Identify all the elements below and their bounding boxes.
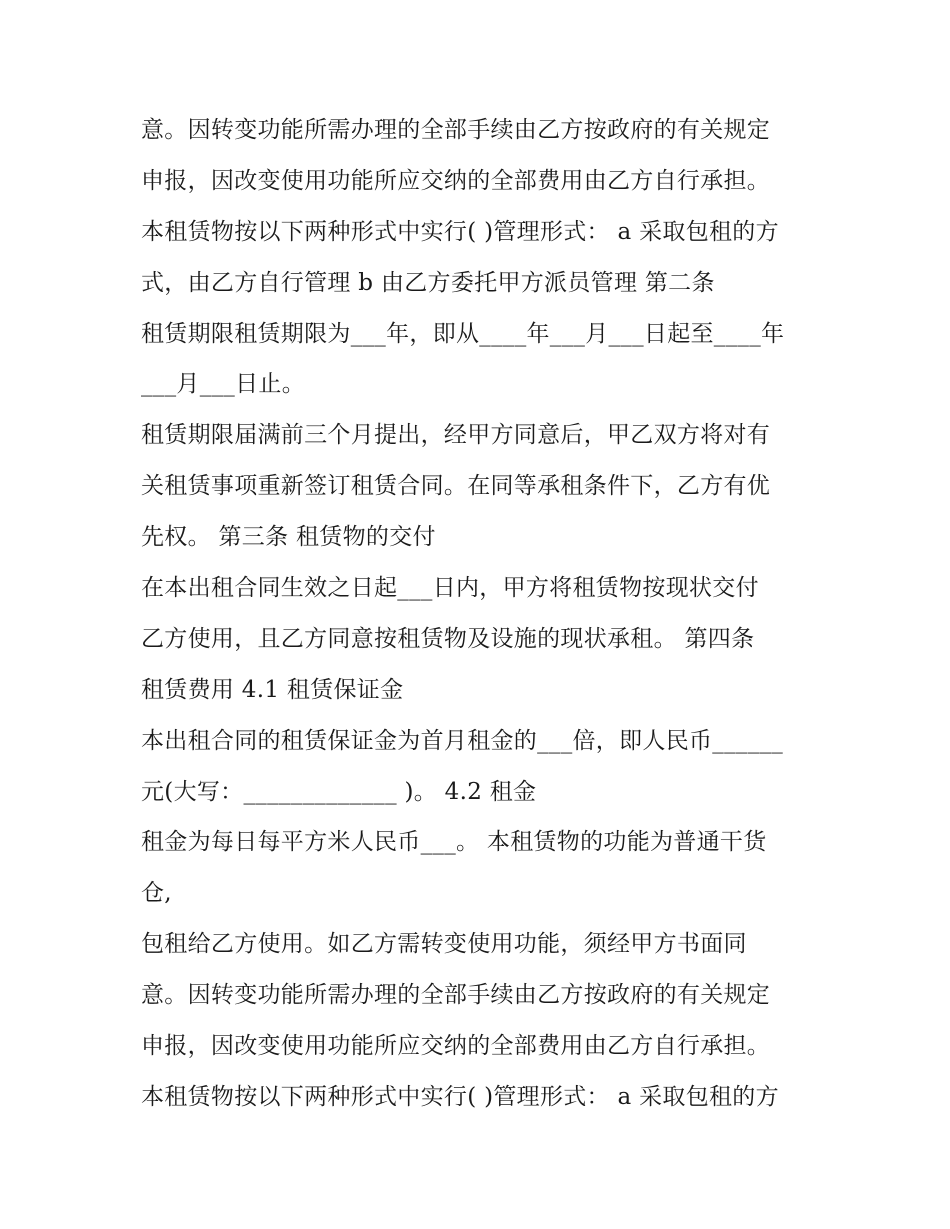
text-line: 意。因转变功能所需办理的全部手续由乙方按政府的有关规定 bbox=[141, 982, 771, 1009]
text-line: 租金为每日每平方米人民币___。 本租赁物的功能为普通干货 bbox=[141, 829, 767, 856]
text-line: 本出租合同的租赁保证金为首月租金的___倍，即人民币______ bbox=[141, 727, 784, 754]
text-line: 仓, bbox=[141, 880, 172, 907]
text-line: 意。因转变功能所需办理的全部手续由乙方按政府的有关规定 bbox=[141, 117, 771, 143]
text-line: 在本出租合同生效之日起___日内，甲方将租赁物按现状交付 bbox=[141, 575, 759, 602]
text-line: 先权。 第三条 租赁物的交付 bbox=[141, 524, 436, 551]
text-line: 式，由乙方自行管理 b 由乙方委托甲方派员管理 第二条 bbox=[141, 269, 715, 296]
text-line: 乙方使用，且乙方同意按租赁物及设施的现状承租。 第四条 bbox=[141, 625, 755, 652]
text-line: 租赁期限租赁期限为___年，即从____年___月___日起至____年 bbox=[141, 320, 785, 347]
text-line: 关租赁事项重新签订租赁合同。在同等承租条件下，乙方有优 bbox=[141, 473, 771, 500]
contract-body bbox=[141, 105, 831, 1123]
text-line: 元(大写：_____________ )。 4.2 租金 bbox=[141, 778, 537, 805]
text-line: 本租赁物按以下两种形式中实行( )管理形式： a 采取包租的方 bbox=[141, 1083, 779, 1110]
text-line: 租赁费用 4.1 租赁保证金 bbox=[141, 676, 404, 703]
text-line: ___月___日止。 bbox=[141, 371, 305, 398]
text-line: 申报，因改变使用功能所应交纳的全部费用由乙方自行承担。 bbox=[141, 167, 771, 194]
text-line: 包租给乙方使用。如乙方需转变使用功能，须经甲方书面同 bbox=[141, 931, 747, 958]
text-line: 本租赁物按以下两种形式中实行( )管理形式： a 采取包租的方 bbox=[141, 218, 779, 245]
text-line: 租赁期限届满前三个月提出，经甲方同意后，甲乙双方将对有 bbox=[141, 422, 771, 449]
text-line: 申报，因改变使用功能所应交纳的全部费用由乙方自行承担。 bbox=[141, 1033, 771, 1060]
